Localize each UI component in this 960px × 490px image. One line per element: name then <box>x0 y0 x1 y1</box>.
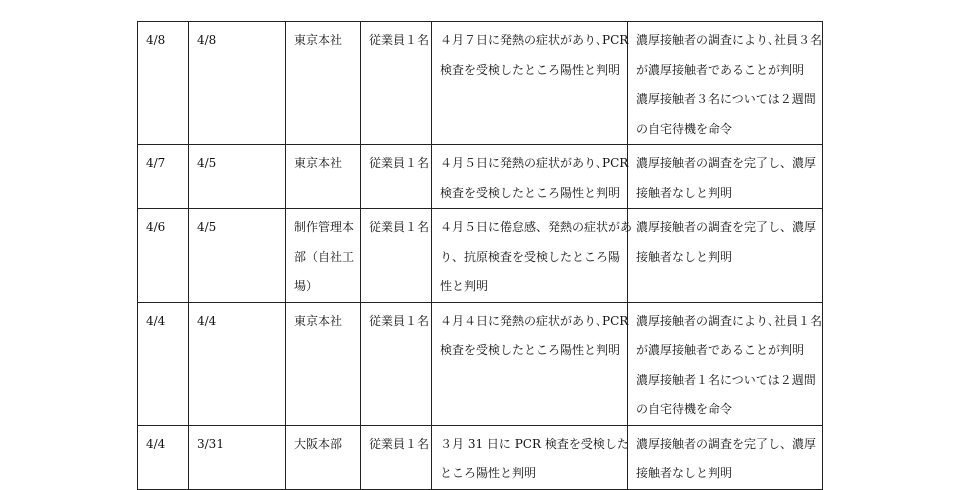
location-cell: 東京本社 <box>286 145 361 209</box>
table-row <box>138 302 823 425</box>
case-report-table <box>137 21 823 490</box>
person-cell: 従業員１名 <box>361 22 432 145</box>
table-row <box>138 22 823 145</box>
table-body <box>138 22 823 490</box>
response-cell: 濃厚接触者の調査を完了し、濃厚 接触者なしと判明 <box>628 145 823 209</box>
details-cell: ４月５日に倦怠感、発熱の症状があ り、抗原検査を受検したところ陽 性と判明 <box>432 209 628 303</box>
response-cell: 濃厚接触者の調査により､社員１名 が濃厚接触者であることが判明 濃厚接触者１名については２週間 の自宅待機を命令 <box>628 302 823 425</box>
onset-date-cell: 4/8 <box>189 22 286 145</box>
person-cell: 従業員１名 <box>361 145 432 209</box>
announce-date-cell: 4/4 <box>138 302 189 425</box>
person-cell: 従業員１名 <box>361 302 432 425</box>
table-row <box>138 425 823 489</box>
location-cell: 東京本社 <box>286 302 361 425</box>
response-cell: 濃厚接触者の調査により､社員３名 が濃厚接触者であることが判明 濃厚接触者３名については２週間 の自宅待機を命令 <box>628 22 823 145</box>
announce-date-cell: 4/7 <box>138 145 189 209</box>
response-cell: 濃厚接触者の調査を完了し、濃厚 接触者なしと判明 <box>628 425 823 489</box>
announce-date-cell: 4/4 <box>138 425 189 489</box>
announce-date-cell: 4/8 <box>138 22 189 145</box>
person-cell: 従業員１名 <box>361 425 432 489</box>
details-cell: ４月４日に発熱の症状があり､PCR 検査を受検したところ陽性と判明 <box>432 302 628 425</box>
table-row <box>138 209 823 303</box>
location-cell: 制作管理本 部（自社工 場） <box>286 209 361 303</box>
location-cell: 大阪本部 <box>286 425 361 489</box>
onset-date-cell: 3/31 <box>189 425 286 489</box>
person-cell: 従業員１名 <box>361 209 432 303</box>
onset-date-cell: 4/5 <box>189 209 286 303</box>
onset-date-cell: 4/5 <box>189 145 286 209</box>
response-cell: 濃厚接触者の調査を完了し、濃厚 接触者なしと判明 <box>628 209 823 303</box>
onset-date-cell: 4/4 <box>189 302 286 425</box>
announce-date-cell: 4/6 <box>138 209 189 303</box>
details-cell: ４月７日に発熱の症状があり､PCR 検査を受検したところ陽性と判明 <box>432 22 628 145</box>
details-cell: ３月 31 日に PCR 検査を受検した ところ陽性と判明 <box>432 425 628 489</box>
table-row <box>138 145 823 209</box>
details-cell: ４月５日に発熱の症状があり､PCR 検査を受検したところ陽性と判明 <box>432 145 628 209</box>
location-cell: 東京本社 <box>286 22 361 145</box>
